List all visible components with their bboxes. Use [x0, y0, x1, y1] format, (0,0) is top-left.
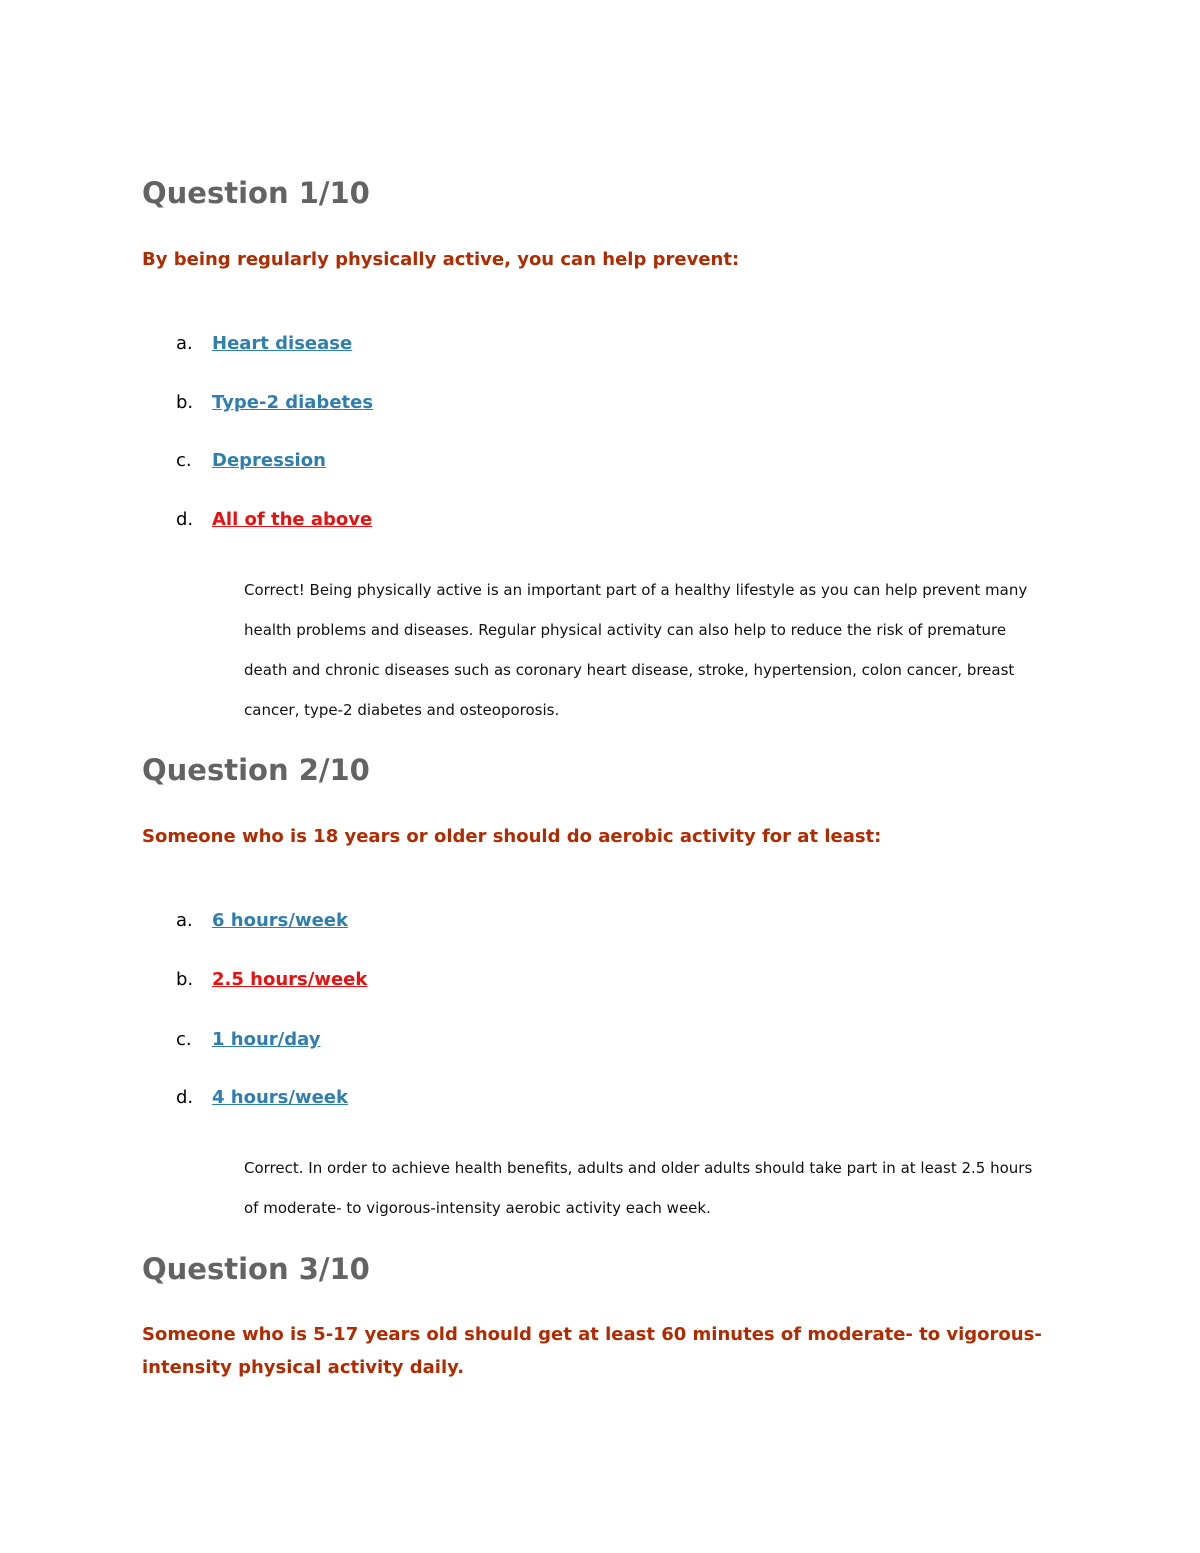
- question-2-prompt: Someone who is 18 years or older should do aerobic activity for at least:: [142, 826, 882, 847]
- option-letter: a.: [176, 333, 193, 354]
- question-1-option-d: [176, 508, 372, 532]
- answer-link[interactable]: Heart disease: [212, 333, 353, 354]
- answer-link[interactable]: 1 hour/day: [212, 1029, 321, 1050]
- question-3-prompt: Someone who is 5-17 years old should get at least 60 minutes of moderate- to vigorous-intensity physical activity daily.: [142, 1324, 1042, 1378]
- question-1-option-b: [176, 391, 373, 415]
- question-2-option-d: [176, 1086, 348, 1110]
- answer-link[interactable]: 4 hours/week: [212, 1087, 348, 1108]
- option-letter: a.: [176, 910, 193, 931]
- question-2-option-c: [176, 1028, 320, 1052]
- option-letter: c.: [176, 1029, 192, 1050]
- question-1-heading: Question 1/10: [142, 176, 370, 210]
- question-2-option-b: [176, 968, 367, 992]
- question-1-option-a: [176, 332, 352, 356]
- option-letter: d.: [176, 509, 194, 530]
- question-2-option-a: [176, 909, 348, 933]
- option-letter: c.: [176, 450, 192, 471]
- answer-link[interactable]: Depression: [212, 450, 326, 471]
- answer-link[interactable]: Type-2 diabetes: [212, 392, 374, 413]
- question-1-feedback: Correct! Being physically active is an important part of a healthy lifestyle as you can help prevent many health problems and diseases. Regular physical activity can also help to reduce the risk of premature death and chronic diseases such as coronary heart disease, stroke, hypertension, colon cancer, breast cancer, type-2 diabetes and osteoporosis.: [244, 581, 1028, 719]
- correct-answer-link[interactable]: 2.5 hours/week: [212, 969, 368, 990]
- question-3-heading: Question 3/10: [142, 1252, 370, 1286]
- correct-answer-link[interactable]: All of the above: [212, 509, 373, 530]
- option-letter: b.: [176, 969, 194, 990]
- question-1-option-c: [176, 449, 326, 473]
- answer-link[interactable]: 6 hours/week: [212, 910, 348, 931]
- question-2-feedback: Correct. In order to achieve health benefits, adults and older adults should take part in at least 2.5 hours of moderate- to vigorous-intensity aerobic activity each week.: [244, 1159, 1033, 1217]
- option-letter: d.: [176, 1087, 194, 1108]
- question-2-heading: Question 2/10: [142, 753, 370, 787]
- option-letter: b.: [176, 392, 194, 413]
- question-1-prompt: By being regularly physically active, you can help prevent:: [142, 249, 740, 270]
